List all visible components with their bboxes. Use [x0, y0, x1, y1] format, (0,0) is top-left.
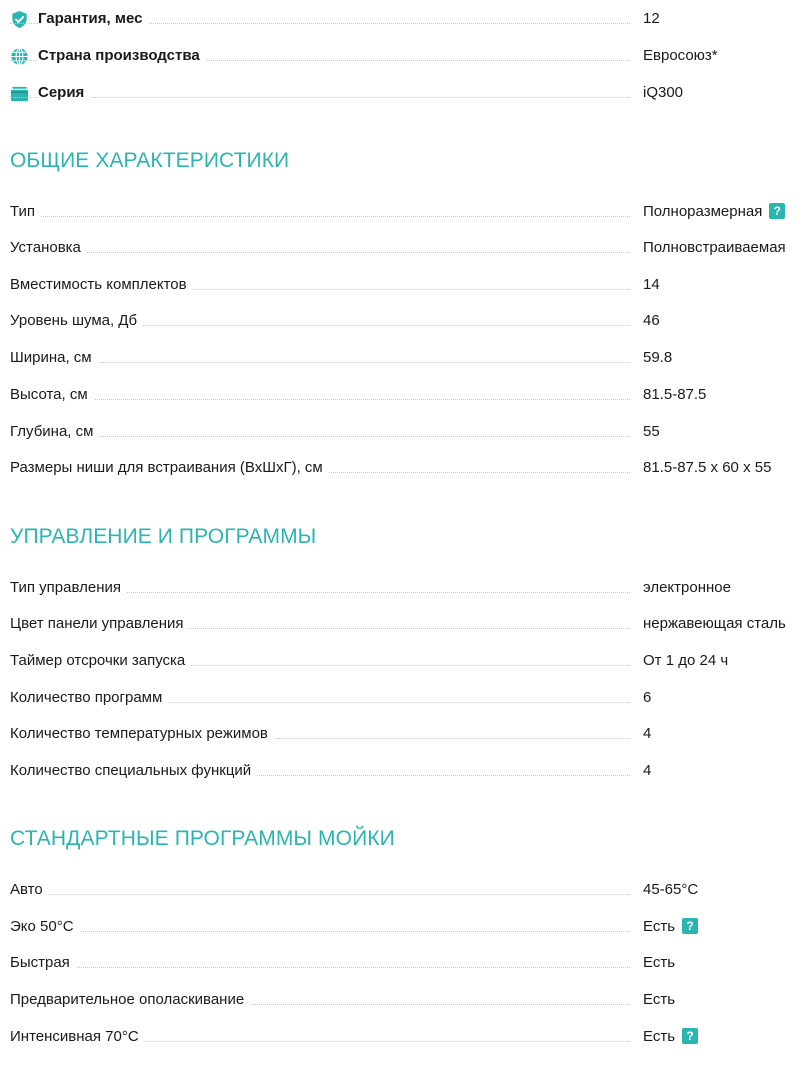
- spec-label: Количество программ: [10, 686, 168, 710]
- spec-row: [0, 273, 809, 297]
- spec-label: Размеры ниши для встраивания (ВхШхГ), см: [10, 456, 329, 480]
- spec-row: [0, 383, 809, 407]
- spec-value-wrap: [643, 1025, 698, 1049]
- dotted-leader: [10, 931, 630, 932]
- spec-row: [0, 915, 809, 939]
- spec-row-series: [0, 81, 809, 105]
- spec-label: Интенсивная 70°C: [10, 1025, 145, 1049]
- spec-label: Цвет панели управления: [10, 612, 189, 636]
- spec-row: [0, 236, 809, 260]
- spec-row: [0, 878, 809, 902]
- spec-value: Есть: [643, 991, 676, 1008]
- spec-value: электронное: [643, 579, 731, 596]
- spec-label: Быстрая: [10, 951, 76, 975]
- spec-label: Установка: [10, 236, 87, 260]
- spec-value: нержавеющая сталь: [643, 615, 786, 632]
- spec-label: Авто: [10, 878, 49, 902]
- spec-value: iQ300: [643, 84, 684, 101]
- dotted-leader: [10, 252, 630, 253]
- spec-row: [0, 612, 809, 636]
- section-title: УПРАВЛЕНИЕ И ПРОГРАММЫ: [10, 525, 317, 548]
- spec-value: Есть: [643, 1028, 676, 1045]
- spec-value: 4: [643, 762, 652, 779]
- spec-label: Вместимость комплектов: [10, 273, 193, 297]
- shield-check-icon: [10, 10, 29, 29]
- spec-value: Полноразмерная: [643, 203, 763, 220]
- spec-value: 45-65°C: [643, 881, 699, 898]
- spec-row-country: [0, 44, 809, 68]
- spec-row: [0, 200, 809, 224]
- spec-row: [0, 988, 809, 1012]
- spec-label: Количество специальных функций: [10, 759, 257, 783]
- spec-value: 12: [643, 10, 660, 27]
- spec-value-wrap: [643, 915, 698, 939]
- dotted-leader: [10, 362, 630, 363]
- spec-label: Страна производства: [38, 44, 206, 68]
- dotted-leader: [10, 436, 630, 437]
- spec-value: 55: [643, 423, 660, 440]
- spec-value: 4: [643, 725, 652, 742]
- spec-row: [0, 649, 809, 673]
- spec-value: 81.5-87.5: [643, 386, 707, 403]
- spec-label: Предварительное ополаскивание: [10, 988, 250, 1012]
- spec-row: [0, 722, 809, 746]
- spec-label: Глубина, см: [10, 420, 99, 444]
- spec-row: [0, 759, 809, 783]
- dotted-leader: [10, 216, 630, 217]
- folder-icon: [10, 84, 29, 103]
- dotted-leader: [10, 399, 630, 400]
- spec-label: Высота, см: [10, 383, 94, 407]
- spec-value: 81.5-87.5 x 60 x 55: [643, 459, 772, 476]
- dotted-leader: [10, 967, 630, 968]
- spec-row: [0, 1025, 809, 1049]
- spec-label: Количество температурных режимов: [10, 722, 274, 746]
- globe-icon: [10, 47, 29, 66]
- spec-row: [0, 951, 809, 975]
- spec-value: Есть: [643, 954, 676, 971]
- spec-value: 14: [643, 276, 660, 293]
- help-icon[interactable]: ?: [769, 203, 785, 219]
- spec-value: 46: [643, 312, 660, 329]
- spec-value: Есть: [643, 918, 676, 935]
- spec-row: [0, 420, 809, 444]
- spec-row-warranty: [0, 7, 809, 31]
- help-icon[interactable]: ?: [682, 1028, 698, 1044]
- spec-value: Полновстраиваемая: [643, 239, 786, 256]
- help-icon[interactable]: ?: [682, 918, 698, 934]
- spec-label: Уровень шума, Дб: [10, 309, 143, 333]
- spec-label: Эко 50°C: [10, 915, 80, 939]
- spec-row: [0, 686, 809, 710]
- spec-label: Тип: [10, 200, 41, 224]
- spec-value: Евросоюз*: [643, 47, 718, 64]
- spec-row: [0, 346, 809, 370]
- spec-value: 59.8: [643, 349, 673, 366]
- spec-row: [0, 309, 809, 333]
- spec-label: Гарантия, мес: [38, 7, 148, 31]
- spec-label: Тип управления: [10, 576, 127, 600]
- spec-row: [0, 576, 809, 600]
- spec-row: [0, 456, 809, 480]
- spec-value: От 1 до 24 ч: [643, 652, 729, 669]
- spec-label: Ширина, см: [10, 346, 98, 370]
- dotted-leader: [10, 97, 630, 98]
- spec-label: Таймер отсрочки запуска: [10, 649, 191, 673]
- spec-value-wrap: [643, 200, 785, 224]
- dotted-leader: [10, 894, 630, 895]
- section-title: ОБЩИЕ ХАРАКТЕРИСТИКИ: [10, 149, 290, 172]
- spec-value: 6: [643, 689, 652, 706]
- section-title: СТАНДАРТНЫЕ ПРОГРАММЫ МОЙКИ: [10, 827, 395, 850]
- spec-label: Серия: [38, 81, 90, 105]
